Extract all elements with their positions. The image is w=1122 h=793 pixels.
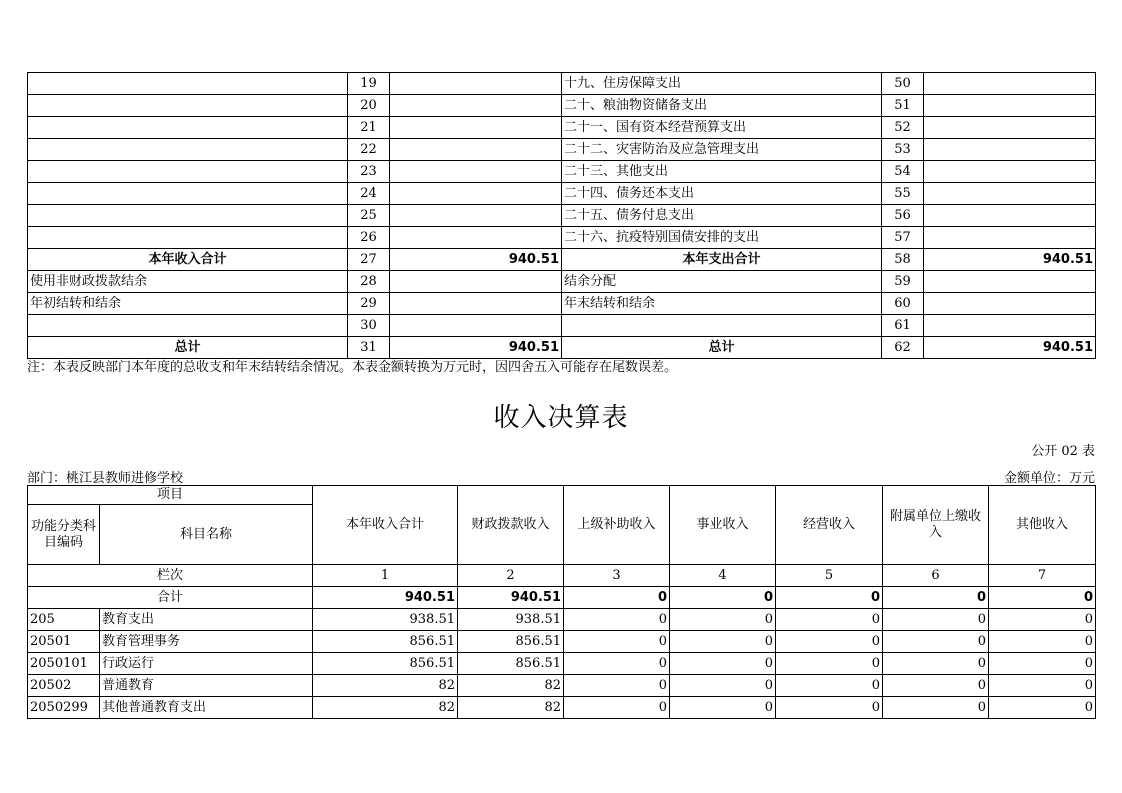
- left-amount: [390, 117, 562, 139]
- amount-cell: 0: [883, 609, 989, 631]
- left-line-number: 19: [348, 73, 390, 95]
- page-title: 收入决算表: [493, 403, 629, 433]
- amount-cell: 0: [776, 631, 883, 653]
- right-item-label: 结余分配: [562, 271, 882, 293]
- table-row: [28, 249, 1096, 271]
- total-value: 0: [883, 587, 989, 609]
- left-amount: [390, 315, 562, 337]
- right-line-number: 56: [882, 205, 924, 227]
- right-item-label: 二十五、债务付息支出: [562, 205, 882, 227]
- header-func-code: 功能分类科目编码: [28, 505, 100, 565]
- total-label: 合计: [28, 587, 313, 609]
- amount-unit-label: 金额单位：万元: [1003, 471, 1095, 486]
- amount-cell: 82: [458, 697, 564, 719]
- right-amount: [924, 139, 1096, 161]
- table-row: [28, 95, 1096, 117]
- left-line-number: 21: [348, 117, 390, 139]
- amount-cell: 0: [670, 697, 776, 719]
- table-note: 注：本表反映部门本年度的总收支和年末结转结余情况。本表金额转换为万元时，因四舍五入可能存在尾数误差。: [27, 360, 678, 375]
- right-amount: [924, 271, 1096, 293]
- table-row: [28, 183, 1096, 205]
- table-row: [28, 271, 1096, 293]
- amount-cell: 938.51: [458, 609, 564, 631]
- right-line-number: 52: [882, 117, 924, 139]
- table-row: [28, 205, 1096, 227]
- table-row: [28, 609, 1096, 631]
- left-item-label: [28, 95, 348, 117]
- right-amount: [924, 205, 1096, 227]
- table-row: [28, 117, 1096, 139]
- left-line-number: 20: [348, 95, 390, 117]
- right-item-label: 总计: [562, 337, 882, 359]
- header-col-3: 上级补助收入: [564, 486, 670, 565]
- left-line-number: 28: [348, 271, 390, 293]
- amount-cell: 82: [458, 675, 564, 697]
- right-line-number: 53: [882, 139, 924, 161]
- table-row: [28, 161, 1096, 183]
- column-number: 1: [313, 565, 458, 587]
- right-amount: [924, 95, 1096, 117]
- total-value: 0: [989, 587, 1096, 609]
- table-row: [28, 293, 1096, 315]
- total-value: 0: [776, 587, 883, 609]
- right-item-label: 二十一、国有资本经营预算支出: [562, 117, 882, 139]
- left-line-number: 25: [348, 205, 390, 227]
- left-amount: [390, 73, 562, 95]
- left-amount: [390, 293, 562, 315]
- department-label: 部门：桃江县教师进修学校: [27, 471, 184, 486]
- subject-name: 教育管理事务: [100, 631, 313, 653]
- right-line-number: 59: [882, 271, 924, 293]
- amount-cell: 0: [883, 675, 989, 697]
- right-amount: [924, 227, 1096, 249]
- amount-cell: 0: [776, 653, 883, 675]
- left-amount: [390, 205, 562, 227]
- right-line-number: 60: [882, 293, 924, 315]
- amount-cell: 0: [564, 609, 670, 631]
- summary-table: [27, 72, 1096, 359]
- public-table-number: 公开 02 表: [1031, 444, 1095, 459]
- table-row: [28, 675, 1096, 697]
- column-number: 3: [564, 565, 670, 587]
- subject-name: 普通教育: [100, 675, 313, 697]
- left-item-label: 年初结转和结余: [28, 293, 348, 315]
- amount-cell: 0: [989, 631, 1096, 653]
- left-item-label: 本年收入合计: [28, 249, 348, 271]
- right-line-number: 57: [882, 227, 924, 249]
- amount-cell: 0: [989, 609, 1096, 631]
- amount-cell: 856.51: [458, 653, 564, 675]
- left-line-number: 24: [348, 183, 390, 205]
- table-row: [28, 139, 1096, 161]
- amount-cell: 856.51: [458, 631, 564, 653]
- right-line-number: 55: [882, 183, 924, 205]
- right-item-label: 二十、粮油物资储备支出: [562, 95, 882, 117]
- table-row: [28, 315, 1096, 337]
- right-amount: [924, 293, 1096, 315]
- subject-code: 205: [28, 609, 100, 631]
- header-col-2: 财政拨款收入: [458, 486, 564, 565]
- column-number: 5: [776, 565, 883, 587]
- left-item-label: [28, 161, 348, 183]
- table-row: [28, 697, 1096, 719]
- right-item-label: [562, 315, 882, 337]
- left-item-label: [28, 227, 348, 249]
- amount-cell: 0: [776, 697, 883, 719]
- total-value: 940.51: [313, 587, 458, 609]
- subject-name: 教育支出: [100, 609, 313, 631]
- amount-cell: 0: [670, 631, 776, 653]
- left-line-number: 31: [348, 337, 390, 359]
- amount-cell: 0: [670, 609, 776, 631]
- right-item-label: 十九、住房保障支出: [562, 73, 882, 95]
- amount-cell: 82: [313, 697, 458, 719]
- right-amount: 940.51: [924, 249, 1096, 271]
- table-row: [28, 653, 1096, 675]
- column-number: 2: [458, 565, 564, 587]
- header-subject-name: 科目名称: [100, 505, 313, 565]
- right-item-label: 年末结转和结余: [562, 293, 882, 315]
- right-amount: 940.51: [924, 337, 1096, 359]
- left-line-number: 23: [348, 161, 390, 183]
- right-item-label: 二十六、抗疫特别国债安排的支出: [562, 227, 882, 249]
- header-col-7: 其他收入: [989, 486, 1096, 565]
- amount-cell: 0: [564, 631, 670, 653]
- left-item-label: [28, 183, 348, 205]
- column-number: 6: [883, 565, 989, 587]
- right-amount: [924, 73, 1096, 95]
- income-table: [27, 485, 1096, 719]
- subject-name: 其他普通教育支出: [100, 697, 313, 719]
- left-amount: [390, 139, 562, 161]
- subject-code: 2050101: [28, 653, 100, 675]
- right-amount: [924, 183, 1096, 205]
- left-amount: [390, 95, 562, 117]
- amount-cell: 856.51: [313, 653, 458, 675]
- amount-cell: 938.51: [313, 609, 458, 631]
- left-item-label: 使用非财政拨款结余: [28, 271, 348, 293]
- amount-cell: 0: [670, 653, 776, 675]
- right-line-number: 54: [882, 161, 924, 183]
- header-col-5: 经营收入: [776, 486, 883, 565]
- column-number: 4: [670, 565, 776, 587]
- subject-code: 20502: [28, 675, 100, 697]
- left-amount: [390, 161, 562, 183]
- right-line-number: 51: [882, 95, 924, 117]
- amount-cell: 0: [989, 675, 1096, 697]
- left-item-label: [28, 73, 348, 95]
- left-line-number: 29: [348, 293, 390, 315]
- amount-cell: 0: [989, 697, 1096, 719]
- header-item: 项目: [28, 486, 313, 505]
- right-line-number: 58: [882, 249, 924, 271]
- header-col-1: 本年收入合计: [313, 486, 458, 565]
- total-value: 940.51: [458, 587, 564, 609]
- right-item-label: 二十四、债务还本支出: [562, 183, 882, 205]
- right-line-number: 62: [882, 337, 924, 359]
- amount-cell: 856.51: [313, 631, 458, 653]
- total-value: 0: [564, 587, 670, 609]
- header-col-4: 事业收入: [670, 486, 776, 565]
- left-line-number: 30: [348, 315, 390, 337]
- left-amount: 940.51: [390, 337, 562, 359]
- left-line-number: 22: [348, 139, 390, 161]
- left-amount: 940.51: [390, 249, 562, 271]
- right-amount: [924, 117, 1096, 139]
- subject-name: 行政运行: [100, 653, 313, 675]
- left-item-label: [28, 315, 348, 337]
- left-item-label: 总计: [28, 337, 348, 359]
- left-amount: [390, 227, 562, 249]
- left-item-label: [28, 117, 348, 139]
- amount-cell: 0: [883, 631, 989, 653]
- table-row: [28, 227, 1096, 249]
- left-amount: [390, 271, 562, 293]
- right-item-label: 二十三、其他支出: [562, 161, 882, 183]
- amount-cell: 82: [313, 675, 458, 697]
- left-item-label: [28, 205, 348, 227]
- amount-cell: 0: [564, 697, 670, 719]
- column-number-label: 栏次: [28, 565, 313, 587]
- right-amount: [924, 315, 1096, 337]
- amount-cell: 0: [883, 653, 989, 675]
- amount-cell: 0: [989, 653, 1096, 675]
- column-number: 7: [989, 565, 1096, 587]
- table-row: [28, 73, 1096, 95]
- right-amount: [924, 161, 1096, 183]
- table-row: [28, 631, 1096, 653]
- subject-code: 2050299: [28, 697, 100, 719]
- amount-cell: 0: [564, 675, 670, 697]
- right-item-label: 本年支出合计: [562, 249, 882, 271]
- left-amount: [390, 183, 562, 205]
- right-line-number: 61: [882, 315, 924, 337]
- amount-cell: 0: [564, 653, 670, 675]
- right-line-number: 50: [882, 73, 924, 95]
- amount-cell: 0: [883, 697, 989, 719]
- left-item-label: [28, 139, 348, 161]
- left-line-number: 27: [348, 249, 390, 271]
- total-value: 0: [670, 587, 776, 609]
- amount-cell: 0: [776, 609, 883, 631]
- amount-cell: 0: [776, 675, 883, 697]
- right-item-label: 二十二、灾害防治及应急管理支出: [562, 139, 882, 161]
- left-line-number: 26: [348, 227, 390, 249]
- subject-code: 20501: [28, 631, 100, 653]
- header-col-6: 附属单位上缴收入: [883, 486, 989, 565]
- amount-cell: 0: [670, 675, 776, 697]
